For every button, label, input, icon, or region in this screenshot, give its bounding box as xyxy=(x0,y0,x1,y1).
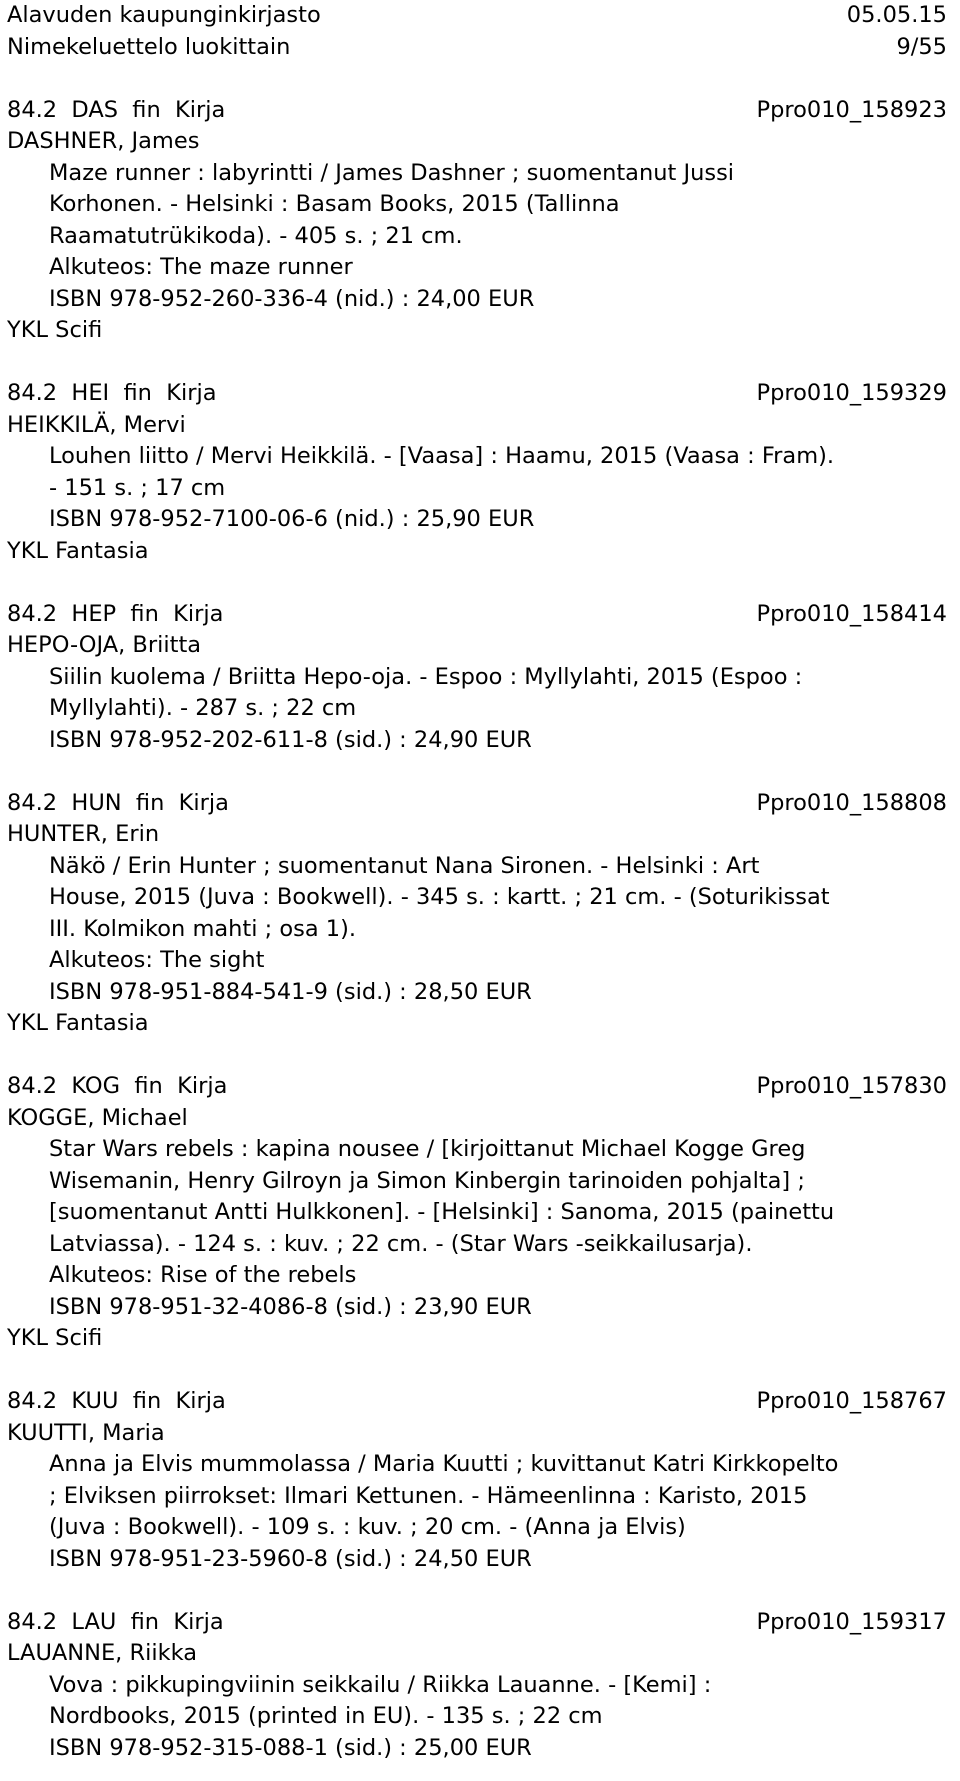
description-line: III. Kolmikon mahti ; osa 1). xyxy=(49,915,357,942)
description-line: Raamatutrükikoda). - 405 s. ; 21 cm. xyxy=(49,222,463,249)
author-name: LAUANNE, Riikka xyxy=(7,1640,198,1666)
classification-code: 84.2 HEI fin Kirja xyxy=(7,380,217,406)
description-line: Alkuteos: Rise of the rebels xyxy=(49,1262,357,1288)
record-id: Ppro010_158923 xyxy=(756,96,947,123)
record-id: Ppro010_158808 xyxy=(756,789,947,816)
description-line: ; Elviksen piirrokset: Ilmari Kettunen. - Hämeenlinna : Karisto, 2015 xyxy=(49,1482,808,1509)
catalog-entry xyxy=(7,1607,953,1765)
description-line: Alkuteos: The maze runner xyxy=(49,254,353,280)
entry-code-row xyxy=(7,788,947,820)
classification-code: 84.2 KOG fin Kirja xyxy=(7,1073,228,1099)
entry-code-row xyxy=(7,599,947,631)
entry-code-row xyxy=(7,95,947,127)
subject-term: YKL Fantasia xyxy=(7,537,149,564)
entry-spacer xyxy=(7,756,953,788)
catalog-entry xyxy=(7,378,953,599)
record-id: Ppro010_158414 xyxy=(756,600,947,627)
classification-code: 84.2 KUU fin Kirja xyxy=(7,1388,226,1414)
author-name: DASHNER, James xyxy=(7,128,200,154)
catalog-entry xyxy=(7,1386,953,1607)
library-name: Alavuden kaupunginkirjasto xyxy=(7,2,321,28)
description-line: ISBN 978-952-315-088-1 (sid.) : 25,00 EUR xyxy=(49,1734,532,1761)
catalog-entry xyxy=(7,95,953,379)
subject-term: YKL Scifi xyxy=(7,1325,103,1351)
entry-spacer xyxy=(7,1575,953,1607)
description-line: Vova : pikkupingviinin seikkailu / Riikka Lauanne. - [Kemi] : xyxy=(49,1671,712,1698)
print-date: 05.05.15 xyxy=(846,2,947,28)
entry-spacer xyxy=(7,567,953,599)
description-line: ISBN 978-951-32-4086-8 (sid.) : 23,90 EUR xyxy=(49,1293,532,1320)
catalog-entry xyxy=(7,1071,953,1386)
description-line: Myllylahti). - 287 s. ; 22 cm xyxy=(49,695,357,721)
page-number: 9/55 xyxy=(896,33,947,60)
description-line: [suomentanut Antti Hulkkonen]. - [Helsinki] : Sanoma, 2015 (painettu xyxy=(49,1199,835,1225)
author-name: KUUTTI, Maria xyxy=(7,1419,165,1446)
description-line: ISBN 978-952-202-611-8 (sid.) : 24,90 EUR xyxy=(49,726,532,753)
record-id: Ppro010_157830 xyxy=(756,1073,947,1099)
classification-code: 84.2 HUN fin Kirja xyxy=(7,789,229,816)
description-line: Siilin kuolema / Briitta Hepo-oja. - Espoo : Myllylahti, 2015 (Espoo : xyxy=(49,663,803,690)
catalog-entry xyxy=(7,599,953,788)
header-row-1 xyxy=(7,0,947,32)
author-name: HEIKKILÄ, Mervi xyxy=(7,411,186,438)
subject-term: YKL Fantasia xyxy=(7,1010,149,1036)
entry-code-row xyxy=(7,378,947,410)
description-line: Star Wars rebels : kapina nousee / [kirjoittanut Michael Kogge Greg xyxy=(49,1136,806,1162)
classification-code: 84.2 DAS fin Kirja xyxy=(7,96,226,123)
author-name: HUNTER, Erin xyxy=(7,821,160,847)
description-line: Louhen liitto / Mervi Heikkilä. - [Vaasa] : Haamu, 2015 (Vaasa : Fram). xyxy=(49,443,835,469)
description-line: Latviassa). - 124 s. : kuv. ; 22 cm. - (Star Wars -seikkailusarja). xyxy=(49,1230,753,1257)
record-id: Ppro010_159329 xyxy=(756,380,947,406)
catalog-page xyxy=(7,0,953,1764)
description-line: Anna ja Elvis mummolassa / Maria Kuutti ; kuvittanut Katri Kirkkopelto xyxy=(49,1451,839,1477)
description-line: - 151 s. ; 17 cm xyxy=(49,474,226,501)
list-title: Nimekeluettelo luokittain xyxy=(7,33,291,60)
record-id: Ppro010_159317 xyxy=(756,1608,947,1635)
entry-spacer xyxy=(7,347,953,379)
description-line: (Juva : Bookwell). - 109 s. : kuv. ; 20 cm. - (Anna ja Elvis) xyxy=(49,1514,686,1540)
classification-code: 84.2 LAU fin Kirja xyxy=(7,1608,224,1635)
author-name: HEPO-OJA, Briitta xyxy=(7,632,202,658)
description-line: ISBN 978-952-260-336-4 (nid.) : 24,00 EUR xyxy=(49,285,535,312)
description-line: Korhonen. - Helsinki : Basam Books, 2015 (Tallinna xyxy=(49,191,620,217)
description-line: Maze runner : labyrintti / James Dashner ; suomentanut Jussi xyxy=(49,159,735,186)
entry-code-row xyxy=(7,1607,947,1639)
entry-spacer xyxy=(7,1040,953,1072)
entry-spacer xyxy=(7,1355,953,1387)
record-id: Ppro010_158767 xyxy=(756,1388,947,1414)
author-name: KOGGE, Michael xyxy=(7,1104,188,1131)
subject-term: YKL Scifi xyxy=(7,317,103,343)
catalog-entry xyxy=(7,788,953,1072)
header-row-2 xyxy=(7,32,947,64)
classification-code: 84.2 HEP fin Kirja xyxy=(7,600,224,627)
description-line: Nordbooks, 2015 (printed in EU). - 135 s. ; 22 cm xyxy=(49,1703,603,1729)
description-line: ISBN 978-951-884-541-9 (sid.) : 28,50 EUR xyxy=(49,978,532,1005)
description-line: ISBN 978-952-7100-06-6 (nid.) : 25,90 EUR xyxy=(49,506,535,532)
description-line: Wisemanin, Henry Gilroyn ja Simon Kinbergin tarinoiden pohjalta] ; xyxy=(49,1167,805,1194)
description-line: House, 2015 (Juva : Bookwell). - 345 s. : kartt. ; 21 cm. - (Soturikissat xyxy=(49,884,830,910)
description-line: Alkuteos: The sight xyxy=(49,947,265,973)
header-spacer xyxy=(7,63,953,95)
description-line: Näkö / Erin Hunter ; suomentanut Nana Sironen. - Helsinki : Art xyxy=(49,852,760,879)
entry-code-row xyxy=(7,1386,947,1418)
description-line: ISBN 978-951-23-5960-8 (sid.) : 24,50 EUR xyxy=(49,1545,532,1572)
entry-list xyxy=(7,95,953,1765)
entry-code-row xyxy=(7,1071,947,1103)
